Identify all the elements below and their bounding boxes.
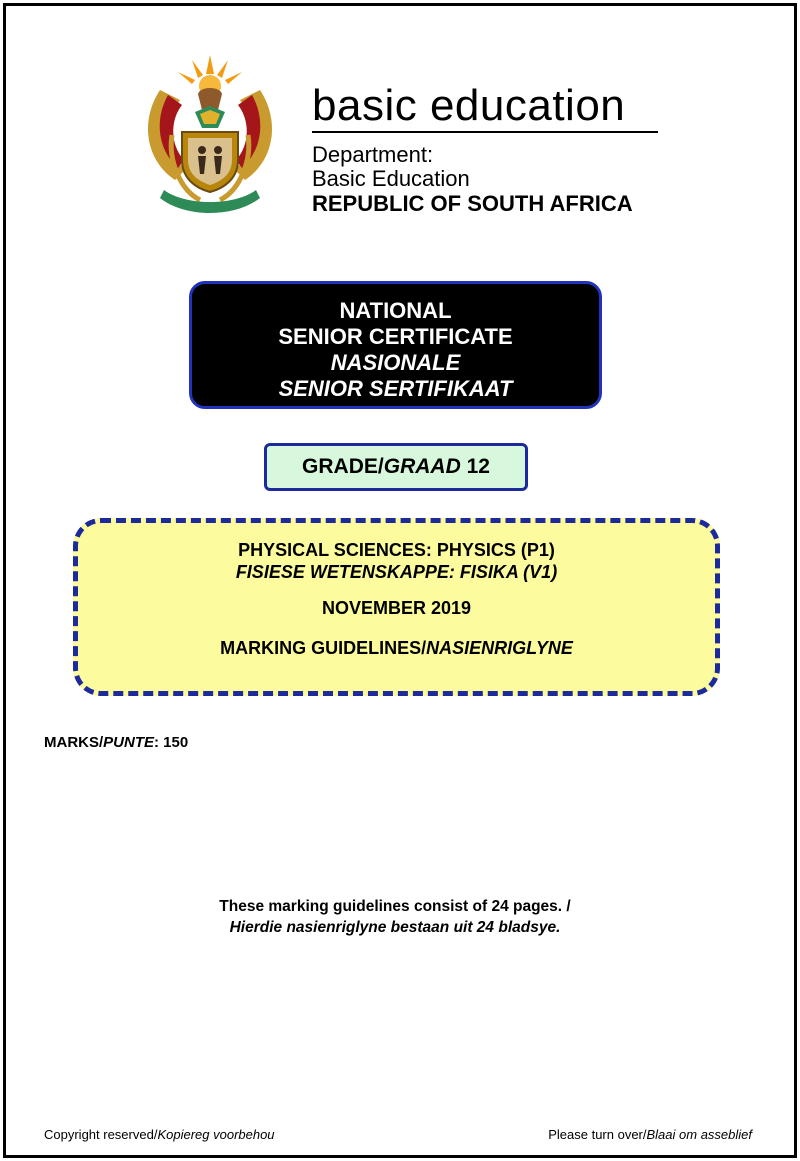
turn-over-prefix: Please turn over/ xyxy=(548,1127,647,1142)
guidelines-italic: NASIENRIGLYNE xyxy=(426,638,573,658)
marks-value: : 150 xyxy=(154,734,189,751)
brand-rule xyxy=(312,131,658,133)
certificate-line-2: SENIOR CERTIFICATE xyxy=(278,324,513,349)
footer-turn-over xyxy=(548,1127,752,1142)
marks-italic: PUNTE xyxy=(103,734,155,751)
guidelines-prefix: MARKING GUIDELINES/ xyxy=(220,638,427,658)
copyright-prefix: Copyright reserved/ xyxy=(44,1127,158,1142)
grade-prefix: GRADE/ xyxy=(302,455,384,478)
exam-date: NOVEMBER 2019 xyxy=(321,598,472,618)
page-count-english: These marking guidelines consist of 24 pages. / xyxy=(219,898,571,915)
marks-prefix: MARKS/ xyxy=(44,734,104,751)
department-brand xyxy=(312,81,662,217)
certificate-line-1: NATIONAL xyxy=(339,298,452,323)
page-count-note xyxy=(0,896,790,938)
copyright-italic: Kopiereg voorbehou xyxy=(157,1127,275,1142)
guidelines-title xyxy=(78,637,715,659)
turn-over-italic: Blaai om asseblief xyxy=(646,1127,752,1142)
country-name: REPUBLIC OF SOUTH AFRICA xyxy=(312,191,633,216)
subject-line-2: FISIESE WETENSKAPPE: FISIKA (V1) xyxy=(235,562,558,582)
total-marks xyxy=(44,734,188,751)
subject-line-1: PHYSICAL SCIENCES: PHYSICS (P1) xyxy=(238,540,555,560)
footer-copyright xyxy=(44,1127,275,1142)
grade-number: 12 xyxy=(460,455,490,478)
grade-italic: GRAAD xyxy=(383,455,461,478)
page-count-afrikaans: Hierdie nasienriglyne bestaan uit 24 bladsye. xyxy=(229,919,561,936)
department-label: Department: xyxy=(312,142,434,167)
brand-title: basic education xyxy=(312,81,626,130)
certificate-line-4: SENIOR SERTIFIKAAT xyxy=(278,376,513,401)
certificate-title-box xyxy=(189,281,602,409)
coat-of-arms-logo xyxy=(140,50,280,220)
subject-box xyxy=(73,518,720,696)
certificate-line-3: NASIONALE xyxy=(330,350,461,375)
grade-box xyxy=(264,443,528,491)
department-name: Basic Education xyxy=(312,166,470,191)
